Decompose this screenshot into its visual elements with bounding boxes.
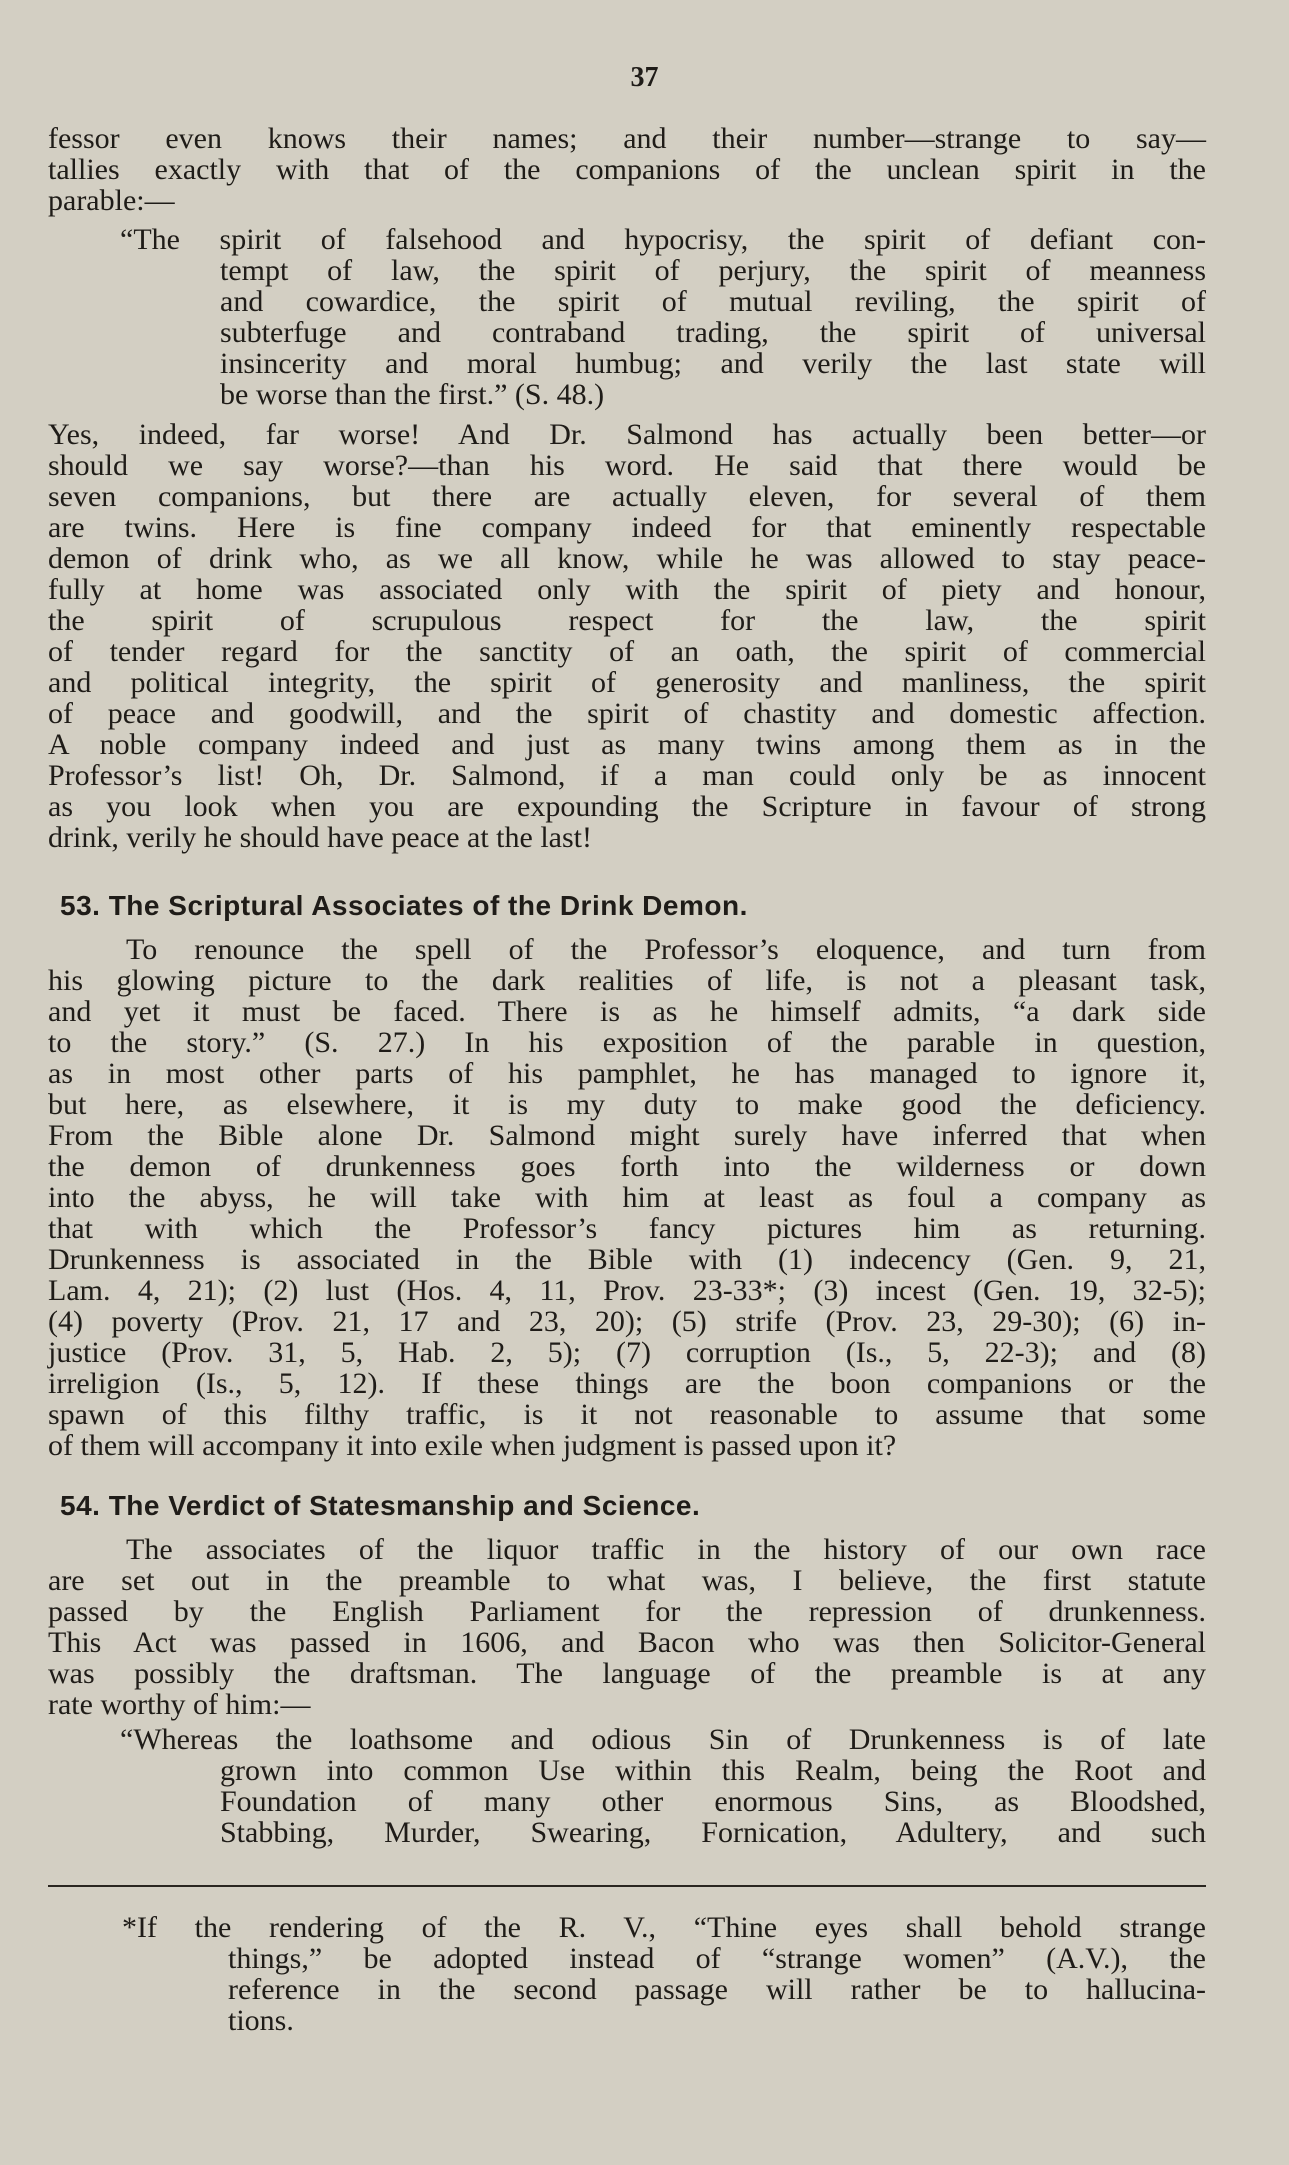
- text-line: Drunkenness is associated in the Bible with (1) indecency (Gen. 9, 21,: [48, 1243, 1206, 1276]
- text-line: rate worthy of him:—: [48, 1688, 311, 1721]
- text-line: the demon of drunkenness goes forth into the wilderness or down: [48, 1150, 1206, 1183]
- section-53-body: [48, 934, 1206, 1461]
- text-line: to the story.” (S. 27.) In his exposition of the parable in question,: [48, 1026, 1206, 1059]
- text-line: spawn of this filthy traffic, is it not reasonable to assume that some: [48, 1398, 1206, 1431]
- text-line: are twins. Here is fine company indeed for that eminently respectable: [48, 511, 1206, 544]
- text-line: irreligion (Is., 5, 12). If these things are the boon companions or the: [48, 1367, 1206, 1400]
- text-line: justice (Prov. 31, 5, Hab. 2, 5); (7) corruption (Is., 5, 22-3); and (8): [48, 1336, 1206, 1369]
- footnote: [48, 1912, 1206, 2036]
- text-line: reference in the second passage will rather be to hallucina-: [228, 1973, 1206, 2006]
- text-line: fessor even knows their names; and their number—strange to say—: [48, 122, 1206, 155]
- text-line: passed by the English Parliament for the repression of drunkenness.: [48, 1595, 1206, 1628]
- text-line: into the abyss, he will take with him at least as foul a company as: [48, 1181, 1206, 1214]
- text-line: subterfuge and contraband trading, the spirit of universal: [220, 316, 1206, 349]
- paragraph-far-worse: [48, 419, 1206, 853]
- text-line: should we say worse?—than his word. He said that there would be: [48, 449, 1206, 482]
- text-line: the spirit of scrupulous respect for the law, the spirit: [48, 604, 1206, 637]
- text-line: as in most other parts of his pamphlet, he has managed to ignore it,: [48, 1057, 1206, 1090]
- section-54-body: [48, 1534, 1206, 1720]
- text-line: are set out in the preamble to what was, I believe, the first statute: [48, 1564, 1206, 1597]
- text-line: Lam. 4, 21); (2) lust (Hos. 4, 11, Prov. 23-33*; (3) incest (Gen. 19, 32-5);: [48, 1274, 1206, 1307]
- text-line: be worse than the first.” (S. 48.): [220, 378, 605, 411]
- text-line: This Act was passed in 1606, and Bacon who was then Solicitor-General: [48, 1626, 1206, 1659]
- text-line: To renounce the spell of the Professor’s eloquence, and turn from: [126, 933, 1206, 966]
- footnote-divider: [48, 1885, 1206, 1887]
- text-line: Yes, indeed, far worse! And Dr. Salmond has actually been better—or: [48, 418, 1206, 451]
- intro-paragraph: [48, 123, 1206, 216]
- text-line: that with which the Professor’s fancy pictures him as returning.: [48, 1212, 1206, 1245]
- text-line: parable:—: [48, 184, 175, 217]
- text-line: demon of drink who, as we all know, while he was allowed to stay peace-: [48, 542, 1206, 575]
- text-line: Professor’s list! Oh, Dr. Salmond, if a man could only be as innocent: [48, 759, 1206, 792]
- text-line: as you look when you are expounding the Scripture in favour of strong: [48, 790, 1206, 823]
- text-line: drink, verily he should have peace at the last!: [48, 821, 592, 854]
- text-line: of them will accompany it into exile when judgment is passed upon it?: [48, 1429, 897, 1462]
- text-line: of tender regard for the sanctity of an oath, the spirit of commercial: [48, 635, 1206, 668]
- text-line: “Whereas the loathsome and odious Sin of Drunkenness is of late: [120, 1723, 1206, 1756]
- section-53-heading: 53. The Scriptural Associates of the Drink Demon.: [60, 890, 748, 921]
- section-54-heading: 54. The Verdict of Statesmanship and Science.: [60, 1490, 701, 1521]
- text-line: From the Bible alone Dr. Salmond might surely have inferred that when: [48, 1119, 1206, 1152]
- page-number: 37: [630, 62, 659, 93]
- text-line: was possibly the draftsman. The language of the preamble is at any: [48, 1657, 1206, 1690]
- text-line: and political integrity, the spirit of generosity and manliness, the spirit: [48, 666, 1206, 699]
- text-line: The associates of the liquor traffic in the history of our own race: [126, 1533, 1206, 1566]
- text-line: Stabbing, Murder, Swearing, Fornication, Adultery, and such: [220, 1816, 1206, 1849]
- text-line: tallies exactly with that of the companions of the unclean spirit in the: [48, 153, 1206, 186]
- text-line: insincerity and moral humbug; and verily the last state will: [220, 347, 1206, 380]
- text-line: tions.: [228, 2004, 294, 2037]
- text-line: grown into common Use within this Realm, being the Root and: [220, 1754, 1206, 1787]
- text-line: Foundation of many other enormous Sins, as Bloodshed,: [220, 1785, 1206, 1818]
- text-line: (4) poverty (Prov. 21, 17 and 23, 20); (5) strife (Prov. 23, 29-30); (6) in-: [48, 1305, 1206, 1338]
- block-quote-preamble: [48, 1724, 1206, 1848]
- text-line: “The spirit of falsehood and hypocrisy, the spirit of defiant con-: [120, 223, 1206, 256]
- text-line: and cowardice, the spirit of mutual reviling, the spirit of: [220, 285, 1206, 318]
- text-line: *If the rendering of the R. V., “Thine eyes shall behold strange: [122, 1911, 1206, 1944]
- text-line: his glowing picture to the dark realities of life, is not a pleasant task,: [48, 964, 1206, 997]
- text-line: of peace and goodwill, and the spirit of chastity and domestic affection.: [48, 697, 1206, 730]
- text-line: fully at home was associated only with the spirit of piety and honour,: [48, 573, 1206, 606]
- text-line: but here, as elsewhere, it is my duty to make good the deficiency.: [48, 1088, 1206, 1121]
- text-line: and yet it must be faced. There is as he himself admits, “a dark side: [48, 995, 1206, 1028]
- text-line: things,” be adopted instead of “strange women” (A.V.), the: [228, 1942, 1206, 1975]
- text-line: seven companions, but there are actually eleven, for several of them: [48, 480, 1206, 513]
- block-quote-spirits: [48, 224, 1206, 410]
- text-line: tempt of law, the spirit of perjury, the spirit of meanness: [220, 254, 1206, 287]
- text-line: A noble company indeed and just as many twins among them as in the: [48, 728, 1206, 761]
